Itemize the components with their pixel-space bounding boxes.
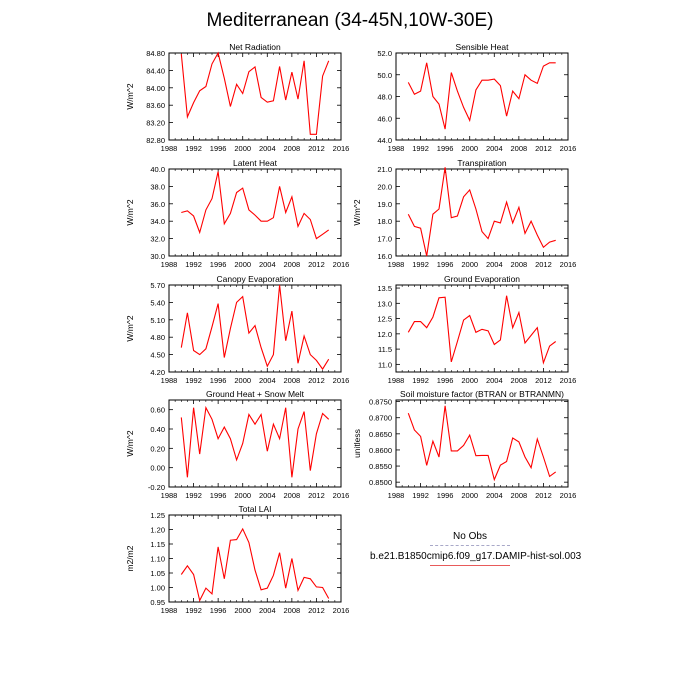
y-axis-label: W/m^2: [352, 199, 362, 226]
y-tick-label: 1.20: [150, 525, 165, 535]
y-tick-label: 38.0: [150, 182, 165, 192]
x-tick-label: 1996: [209, 144, 227, 153]
x-tick-label: 1996: [436, 491, 454, 500]
x-tick-label: 2000: [234, 606, 252, 615]
y-tick-label: 1.15: [150, 540, 165, 549]
y-axis-label: W/m^2: [125, 83, 135, 110]
x-tick-label: 1988: [387, 260, 405, 269]
x-tick-label: 2004: [258, 491, 276, 500]
y-tick-label: 13.0: [377, 299, 392, 309]
panel-title: Canopy Evaporation: [216, 274, 294, 284]
series-line-0: [181, 172, 328, 239]
x-tick-label: 1988: [160, 144, 178, 153]
y-tick-label: 1.25: [150, 511, 165, 520]
x-tick-label: 2000: [234, 491, 252, 500]
x-tick-label: 1992: [185, 260, 202, 269]
y-tick-label: 5.40: [150, 298, 165, 308]
panel-title: Net Radiation: [229, 42, 281, 52]
y-tick-label: 17.0: [377, 234, 392, 244]
y-tick-label: 0.8700: [369, 413, 392, 423]
y-axis-label: W/m^2: [125, 199, 135, 226]
legend-entry: [370, 550, 582, 566]
panel-title: Sensible Heat: [455, 42, 509, 52]
legend-swatch: [430, 545, 510, 546]
panel-2: [125, 158, 349, 269]
x-tick-label: 1996: [209, 491, 227, 500]
y-tick-label: 12.5: [377, 314, 392, 324]
x-tick-label: 1992: [185, 144, 202, 153]
y-tick-label: 46.0: [377, 114, 392, 124]
x-tick-label: 2004: [258, 376, 276, 385]
y-tick-label: 0.20: [150, 444, 165, 454]
series-line-0: [408, 296, 555, 363]
panel-0: [125, 42, 349, 153]
y-tick-label: -0.20: [147, 483, 165, 492]
x-tick-label: 2016: [559, 260, 577, 269]
y-tick-label: 1.00: [150, 583, 165, 593]
series-line-0: [408, 63, 555, 129]
x-tick-label: 1992: [412, 144, 429, 153]
y-tick-label: 34.0: [150, 217, 165, 227]
x-tick-label: 1996: [209, 260, 227, 269]
series-line-0: [408, 406, 555, 480]
y-tick-label: 4.50: [150, 350, 165, 360]
x-tick-label: 2012: [308, 491, 325, 500]
x-tick-label: 1996: [436, 376, 454, 385]
x-tick-label: 1992: [412, 491, 429, 500]
x-tick-label: 2012: [308, 144, 325, 153]
series-line-0: [181, 53, 328, 134]
x-tick-label: 2016: [332, 144, 350, 153]
y-tick-label: 82.80: [146, 136, 165, 145]
x-tick-label: 1992: [185, 606, 202, 615]
legend-label: No Obs: [453, 531, 487, 542]
x-tick-label: 1992: [185, 376, 202, 385]
x-tick-label: 2012: [535, 144, 552, 153]
y-tick-label: 21.0: [377, 165, 392, 174]
y-tick-label: 13.5: [377, 284, 392, 294]
x-tick-label: 2008: [283, 491, 301, 500]
x-tick-label: 2012: [308, 260, 325, 269]
y-tick-label: 5.70: [150, 281, 165, 290]
y-tick-label: 12.0: [377, 329, 392, 339]
legend-swatch: [430, 565, 510, 566]
panel-3: [352, 158, 576, 269]
y-tick-label: 5.10: [150, 315, 165, 325]
y-tick-label: 0.8650: [369, 429, 392, 439]
plot-frame: [396, 53, 568, 140]
x-tick-label: 2008: [283, 606, 301, 615]
x-tick-label: 2004: [485, 260, 503, 269]
series-line-0: [408, 167, 555, 256]
legend: [370, 530, 582, 570]
panel-title: Ground Heat + Snow Melt: [205, 389, 305, 399]
x-tick-label: 2012: [535, 491, 552, 500]
y-axis-label: W/m^2: [125, 315, 135, 342]
x-tick-label: 2008: [283, 260, 301, 269]
y-tick-label: 0.95: [150, 598, 165, 607]
x-tick-label: 2016: [332, 260, 350, 269]
panel-title: Transpiration: [457, 158, 507, 168]
x-tick-label: 2012: [535, 376, 552, 385]
x-tick-label: 1992: [185, 491, 202, 500]
y-tick-label: 0.8500: [369, 478, 392, 488]
y-tick-label: 0.40: [150, 425, 165, 434]
x-tick-label: 2016: [332, 606, 350, 615]
x-tick-label: 2004: [485, 491, 503, 500]
x-tick-label: 2000: [461, 260, 479, 269]
y-tick-label: 32.0: [150, 234, 165, 244]
x-tick-label: 1996: [436, 260, 454, 269]
x-tick-label: 2016: [559, 144, 577, 153]
x-tick-label: 2008: [510, 144, 528, 153]
y-tick-label: 4.80: [150, 333, 165, 343]
y-tick-label: 19.0: [377, 199, 392, 209]
y-tick-label: 11.5: [377, 345, 392, 355]
y-tick-label: 0.8750: [369, 397, 392, 407]
y-tick-label: 0.00: [150, 463, 165, 473]
plot-frame: [169, 53, 341, 140]
y-axis-label: unitless: [352, 429, 362, 458]
x-tick-label: 2000: [461, 376, 479, 385]
panel-6: [125, 389, 349, 500]
plot-frame: [169, 515, 341, 602]
x-tick-label: 1992: [412, 260, 429, 269]
y-tick-label: 84.80: [146, 49, 165, 58]
panel-title: Ground Evaporation: [443, 274, 521, 284]
panel-4: [125, 274, 349, 385]
y-tick-label: 18.0: [377, 217, 392, 227]
x-tick-label: 2000: [461, 144, 479, 153]
series-line-0: [181, 408, 328, 478]
y-tick-label: 36.0: [150, 199, 165, 209]
x-tick-label: 2004: [258, 260, 276, 269]
x-tick-label: 1988: [387, 376, 405, 385]
x-tick-label: 1988: [387, 491, 405, 500]
x-tick-label: 1996: [209, 376, 227, 385]
x-tick-label: 1996: [209, 606, 227, 615]
y-tick-label: 16.0: [377, 252, 392, 261]
x-tick-label: 1992: [412, 376, 429, 385]
x-tick-label: 1988: [160, 260, 178, 269]
x-tick-label: 1988: [160, 491, 178, 500]
y-axis-label: m2/m2: [125, 545, 135, 572]
y-tick-label: 83.60: [146, 101, 165, 111]
y-tick-label: 30.0: [150, 252, 165, 261]
x-tick-label: 2004: [485, 144, 503, 153]
x-tick-label: 1996: [436, 144, 454, 153]
y-axis-label: W/m^2: [125, 430, 135, 457]
y-tick-label: 52.0: [377, 49, 392, 58]
y-tick-label: 50.0: [377, 70, 392, 80]
x-tick-label: 2000: [234, 144, 252, 153]
plot-frame: [396, 169, 568, 256]
x-tick-label: 2000: [234, 260, 252, 269]
x-tick-label: 2016: [332, 491, 350, 500]
x-tick-label: 2012: [535, 260, 552, 269]
x-tick-label: 2008: [283, 144, 301, 153]
plot-frame: [169, 169, 341, 256]
panel-1: [377, 42, 576, 153]
y-tick-label: 0.8550: [369, 462, 392, 472]
x-tick-label: 2000: [234, 376, 252, 385]
x-tick-label: 2012: [308, 376, 325, 385]
y-tick-label: 48.0: [377, 92, 392, 102]
x-tick-label: 2000: [461, 491, 479, 500]
x-tick-label: 2008: [510, 491, 528, 500]
panel-title: Total LAI: [238, 504, 272, 514]
panel-5: [377, 274, 576, 385]
legend-entry: [370, 530, 570, 546]
x-tick-label: 2016: [559, 376, 577, 385]
panel-7: [352, 389, 576, 500]
x-tick-label: 2008: [510, 376, 528, 385]
panel-8: [125, 504, 349, 615]
y-tick-label: 84.40: [146, 66, 165, 76]
y-tick-label: 11.0: [377, 360, 392, 370]
x-tick-label: 1988: [160, 606, 178, 615]
panel-title: Soil moisture factor (BTRAN or BTRANMN): [400, 389, 564, 399]
x-tick-label: 2008: [283, 376, 301, 385]
x-tick-label: 2008: [510, 260, 528, 269]
x-tick-label: 2016: [332, 376, 350, 385]
y-tick-label: 83.20: [146, 118, 165, 128]
y-tick-label: 4.20: [150, 368, 165, 377]
y-tick-label: 20.0: [377, 182, 392, 192]
y-tick-label: 0.60: [150, 405, 165, 415]
y-tick-label: 0.8600: [369, 445, 392, 455]
x-tick-label: 1988: [160, 376, 178, 385]
y-tick-label: 1.10: [150, 554, 165, 564]
y-tick-label: 84.00: [146, 83, 165, 93]
x-tick-label: 2004: [258, 606, 276, 615]
y-tick-label: 40.0: [150, 165, 165, 174]
x-tick-label: 2004: [485, 376, 503, 385]
y-tick-label: 44.0: [377, 136, 392, 145]
x-tick-label: 2012: [308, 606, 325, 615]
y-tick-label: 1.05: [150, 569, 165, 578]
series-line-0: [181, 285, 328, 369]
panel-title: Latent Heat: [233, 158, 277, 168]
x-tick-label: 1988: [387, 144, 405, 153]
figure-title: Mediterranean (34-45N,10W-30E): [206, 10, 494, 31]
x-tick-label: 2004: [258, 144, 276, 153]
series-line-0: [181, 529, 328, 601]
legend-label: b.e21.B1850cmip6.f09_g17.DAMIP-hist-sol.003: [370, 551, 582, 562]
x-tick-label: 2016: [559, 491, 577, 500]
